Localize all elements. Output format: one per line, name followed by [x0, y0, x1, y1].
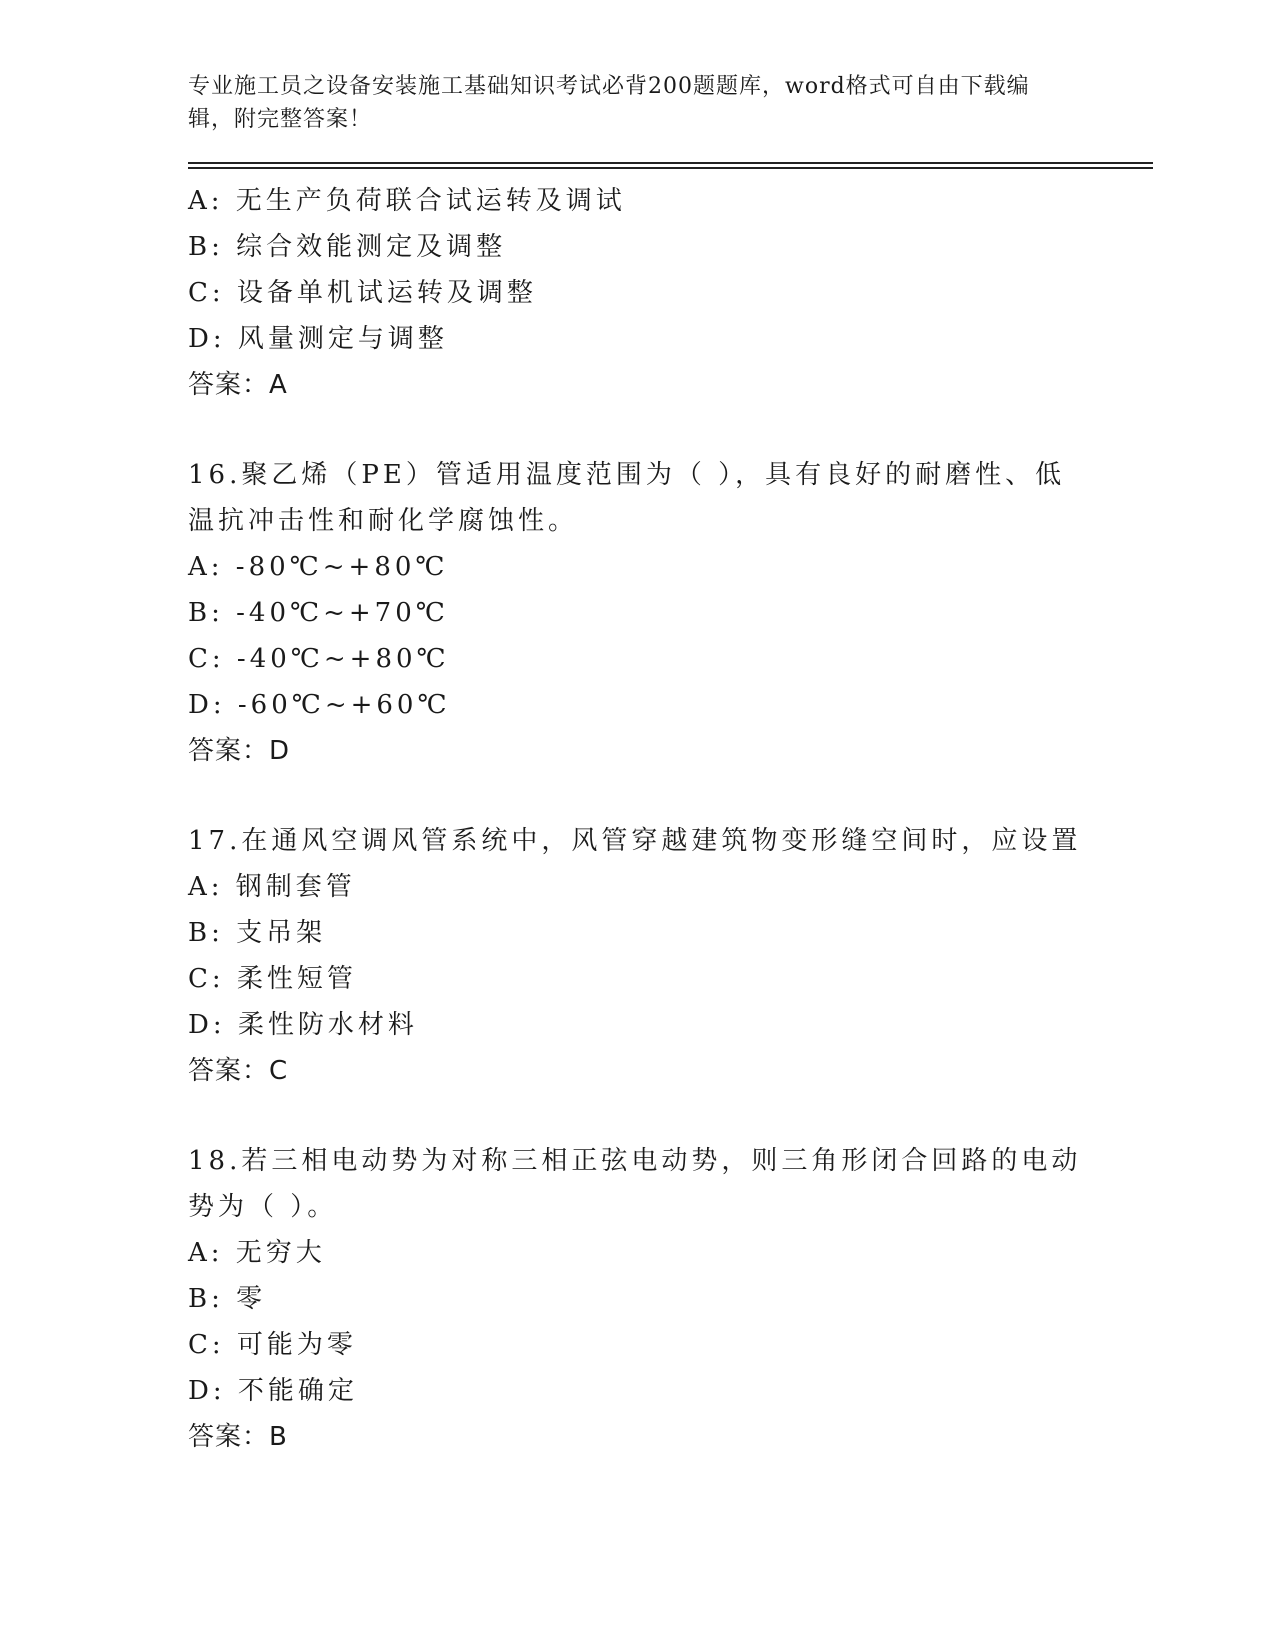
option-a: A: 无生产负荷联合试运转及调试: [188, 186, 626, 216]
question-block-15: [188, 178, 1148, 408]
option-a: A: 钢制套管: [188, 872, 356, 902]
option-d: D: 不能确定: [188, 1376, 358, 1406]
option-d: D: 风量测定与调整: [188, 324, 448, 354]
option-a: A: -80℃~+80℃: [188, 552, 449, 582]
question-stem: 18.若三相电动势为对称三相正弦电动势，则三角形闭合回路的电动势为（ ）。: [188, 1146, 1082, 1222]
document-page: [188, 70, 1148, 1460]
answer-line: 答案：C: [188, 1056, 289, 1086]
document-header: 专业施工员之设备安装施工基础知识考试必背200题题库，word格式可自由下载编辑，附完整答案！: [188, 74, 1030, 132]
option-c: C: -40℃~+80℃: [188, 644, 450, 674]
divider-line-bottom: [188, 167, 1153, 169]
option-c: C: 可能为零: [188, 1330, 357, 1360]
question-stem: 16.聚乙烯（PE）管适用温度范围为（ ），具有良好的耐磨性、低温抗冲击性和耐化学腐蚀性。: [188, 460, 1066, 536]
option-b: B: 零: [188, 1284, 267, 1314]
question-block-16: [188, 452, 1148, 774]
option-d: D: -60℃~+60℃: [188, 690, 451, 720]
question-stem: 17.在通风空调风管系统中，风管穿越建筑物变形缝空间时，应设置: [188, 826, 1082, 856]
divider-line-top: [188, 162, 1153, 164]
question-block-17: [188, 818, 1148, 1094]
option-b: B: 支吊架: [188, 918, 327, 948]
header-divider: [188, 162, 1153, 170]
spacer: [188, 408, 1148, 452]
option-c: C: 设备单机试运转及调整: [188, 278, 537, 308]
option-b: B: 综合效能测定及调整: [188, 232, 507, 262]
option-d: D: 柔性防水材料: [188, 1010, 418, 1040]
question-block-18: [188, 1138, 1148, 1460]
spacer: [188, 1094, 1148, 1138]
option-b: B: -40℃~+70℃: [188, 598, 449, 628]
answer-line: 答案：B: [188, 1422, 288, 1452]
option-c: C: 柔性短管: [188, 964, 357, 994]
spacer: [188, 774, 1148, 818]
option-a: A: 无穷大: [188, 1238, 326, 1268]
answer-line: 答案：D: [188, 736, 291, 766]
answer-line: 答案：A: [188, 370, 288, 400]
